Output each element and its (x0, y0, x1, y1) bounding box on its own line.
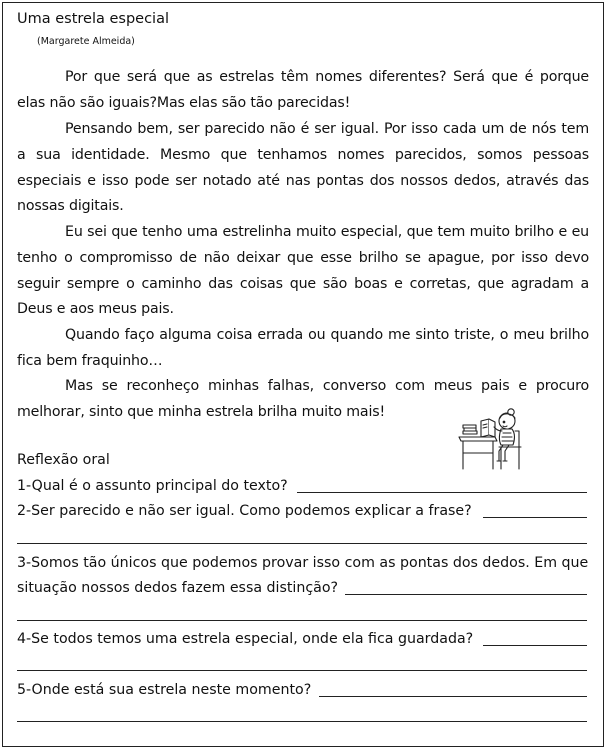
author-credit: (Margarete Almeida) (37, 36, 135, 47)
paragraph-2: Pensando bem, ser parecido não é ser igual. Por isso cada um de nós tem a sua identidade. Mesmo que tenhamos nomes parecidos, somos pessoas especiais e isso pode ser notado até nas pontas dos nossos dedos, através das nossas digitais. (17, 121, 589, 215)
question-1: 1-Qual é o assunto principal do texto? (17, 478, 288, 494)
question-3-line-1: 3-Somos tão únicos que podemos provar isso com as pontas dos dedos. Em que (17, 555, 589, 571)
question-2: 2-Ser parecido e não ser igual. Como podemos explicar a frase? (17, 503, 472, 519)
question-4: 4-Se todos temos uma estrela especial, onde ela fica guardada? (17, 631, 474, 647)
question-3-line-2: situação nossos dedos fazem essa distinção? (17, 580, 339, 596)
answer-line-5a[interactable] (319, 696, 587, 697)
paragraph-3: Eu sei que tenho uma estrelinha muito especial, que tem muito brilho e eu tenho o compromisso de não deixar que esse brilho se apague, por isso devo seguir sempre o caminho das coisas que são boas e corretas, que agradam a Deus e aos meus pais. (17, 224, 589, 318)
girl-reading-at-desk-icon (455, 407, 535, 477)
answer-line-4a[interactable] (483, 645, 587, 646)
answer-line-3b[interactable] (17, 620, 587, 621)
answer-line-2a[interactable] (483, 517, 587, 518)
worksheet-page (2, 2, 604, 747)
answer-line-3a[interactable] (345, 594, 587, 595)
answer-line-2b[interactable] (17, 543, 587, 544)
paragraph-5: Mas se reconheço minhas falhas, converso com meus pais e procuro melhorar, sinto que minha estrela brilha muito mais! (17, 378, 589, 420)
paragraph-1: Por que será que as estrelas têm nomes diferentes? Será que é porque elas não são iguais?Mas elas são tão parecidas! (17, 69, 589, 111)
answer-line-5b[interactable] (17, 721, 587, 722)
answer-line-1[interactable] (297, 492, 587, 493)
reflection-heading: Reflexão oral (17, 452, 110, 468)
answer-line-4b[interactable] (17, 670, 587, 671)
paragraph-4: Quando faço alguma coisa errada ou quando me sinto triste, o meu brilho fica bem fraquinho… (17, 327, 589, 369)
question-5: 5-Onde está sua estrela neste momento? (17, 682, 312, 698)
page-title: Uma estrela especial (17, 11, 169, 27)
